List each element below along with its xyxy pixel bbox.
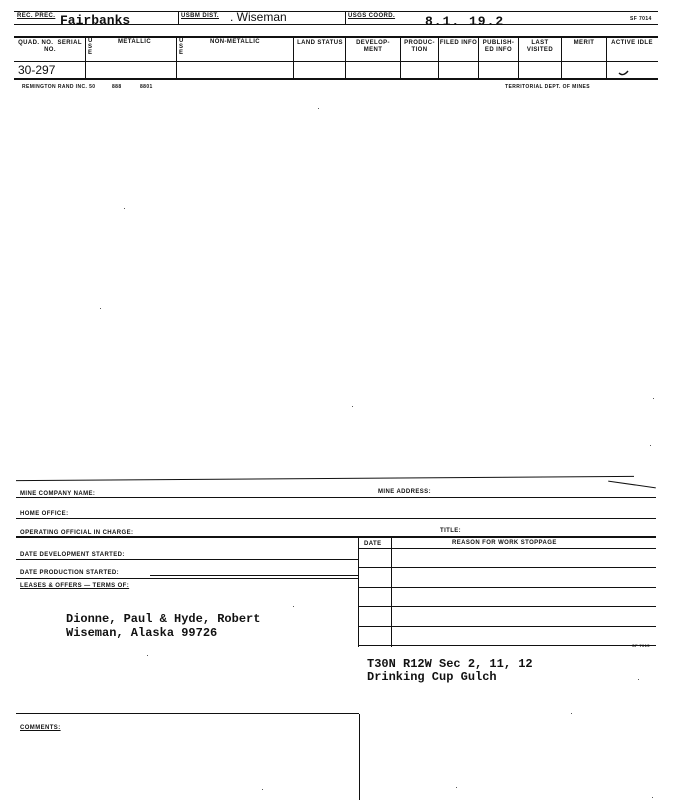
owners-line-2: Wiseman, Alaska 99726 [66, 626, 218, 640]
scan-speck [262, 789, 263, 790]
rule-company [16, 497, 656, 498]
date-label: DATE [364, 541, 382, 547]
rec-prec-label: REC. PREC. [17, 13, 56, 19]
scan-speck [650, 445, 651, 446]
col-active-idle: ACTIVE IDLE [611, 40, 653, 46]
checkmark-mark [616, 63, 636, 79]
table-row-rule-2 [358, 587, 656, 588]
col-div-2 [176, 36, 177, 78]
col-development: DEVELOP- MENT [356, 40, 390, 53]
scan-speck [352, 406, 353, 407]
col-serial-no: SERIAL NO. [44, 40, 82, 53]
col-metallic: METALLIC [118, 39, 152, 45]
location-line-2: Drinking Cup Gulch [367, 670, 497, 684]
col-use-metallic: U S E [88, 38, 93, 56]
row-bottom-rule [14, 78, 658, 80]
scan-speck [124, 208, 125, 209]
col-merit: MERIT [573, 40, 595, 46]
usbm-dist-label: USBM DIST. [181, 13, 220, 19]
comments-label: COMMENTS: [20, 725, 61, 731]
location-line-1: T30N R12W Sec 2, 11, 12 [367, 657, 533, 671]
col-div-3 [293, 36, 294, 78]
rule-comments [16, 713, 359, 714]
col-quad-no: QUAD. NO. [18, 40, 54, 46]
rec-prec-value: Fairbanks [60, 13, 131, 28]
col-filed-info: FILED INFO [439, 40, 478, 46]
scan-speck [456, 787, 457, 788]
col-last-visited: LAST VISITED [526, 40, 554, 53]
printer-code-2: 8801 [140, 84, 153, 90]
title-label: TITLE: [440, 528, 462, 534]
department-name: TERRITORIAL DEPT. OF MINES [505, 84, 590, 90]
home-office-label: HOME OFFICE: [20, 511, 69, 517]
lower-top-rule-tail [608, 481, 656, 489]
table-row-rule-1 [358, 567, 656, 568]
col-quad-serial [16, 40, 84, 54]
row-quad-serial: 30-297 [18, 63, 56, 77]
mine-company-name-label: MINE COMPANY NAME: [20, 491, 96, 497]
lower-top-rule [16, 476, 634, 481]
printer-code-1: 888 [112, 84, 122, 90]
usgs-coord-value: 8.1. 19.2 [425, 14, 505, 29]
table-header-rule [358, 548, 656, 549]
scan-speck [147, 655, 148, 656]
scan-speck [571, 713, 572, 714]
rule-prod-value [150, 575, 358, 576]
comments-right-border [359, 714, 360, 800]
usgs-coord-label: USGS COORD. [348, 13, 396, 19]
header-divider-2 [345, 11, 346, 24]
table-left-border [358, 537, 359, 647]
form-number-2: SF 7015 [632, 643, 650, 648]
col-published-info: PUBLISH- ED INFO [482, 40, 515, 53]
scan-speck [318, 108, 319, 109]
col-div-1 [85, 36, 86, 78]
header-top-rule [14, 11, 658, 12]
rule-home-office [16, 518, 656, 519]
table-date-divider [391, 537, 392, 647]
usbm-dist-value: . Wiseman [230, 10, 287, 24]
col-land-status: LAND STATUS [297, 40, 343, 46]
scan-speck [638, 679, 639, 680]
scan-speck [100, 308, 101, 309]
date-dev-started-label: DATE DEVELOPMENT STARTED: [20, 552, 125, 558]
col-production: PRODUC- TION [404, 40, 435, 53]
header-divider-1 [178, 11, 179, 24]
table-row-rule-5 [358, 645, 656, 646]
rule-dev-started [16, 559, 358, 560]
table-row-rule-4 [358, 626, 656, 627]
col-use-non-metallic: U S E [179, 38, 184, 56]
scan-speck [653, 398, 654, 399]
table-row-rule-3 [358, 606, 656, 607]
form-number: SF 7014 [630, 16, 652, 22]
mine-address-label: MINE ADDRESS: [378, 489, 431, 495]
operating-official-label: OPERATING OFFICIAL IN CHARGE: [20, 530, 134, 536]
printer-name: REMINGTON RAND INC. 50 [22, 84, 96, 90]
reason-label: REASON FOR WORK STOPPAGE [452, 540, 557, 546]
rule-prod-started [16, 578, 358, 579]
col-non-metallic: NON-METALLIC [210, 39, 261, 45]
owners-line-1: Dionne, Paul & Hyde, Robert [66, 612, 261, 626]
scan-speck [652, 797, 653, 798]
date-prod-started-label: DATE PRODUCTION STARTED: [20, 570, 120, 576]
scan-speck [293, 606, 294, 607]
rule-official [16, 536, 656, 538]
leases-label: LEASES & OFFERS — TERMS OF: [20, 583, 130, 589]
